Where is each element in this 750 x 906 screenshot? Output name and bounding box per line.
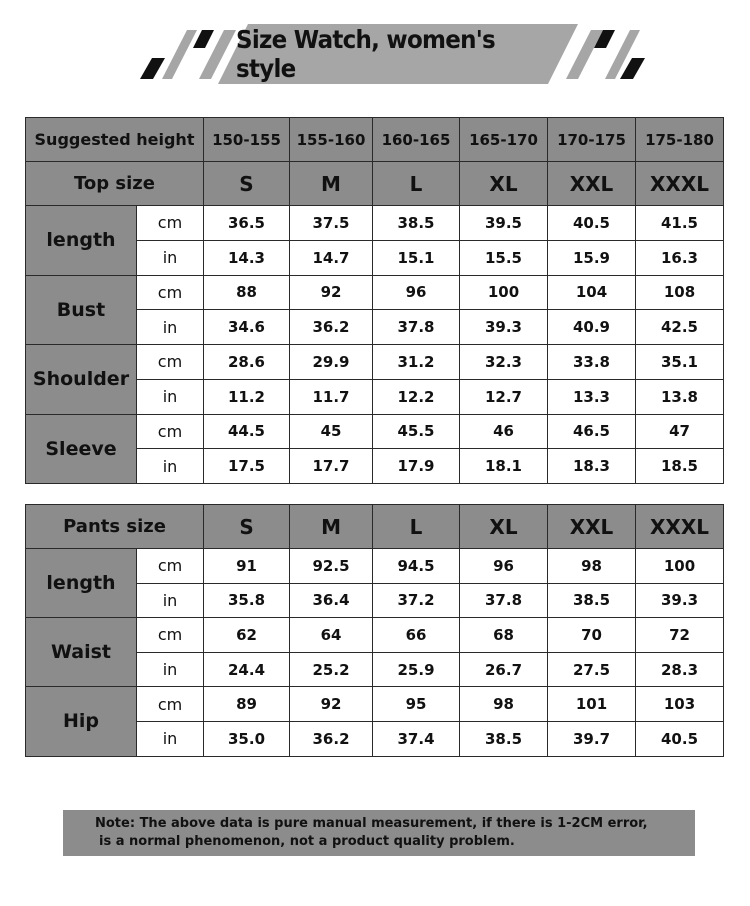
value-cell: 101 <box>548 687 636 722</box>
unit-cm: cm <box>137 618 204 653</box>
value-cell: 45.5 <box>373 414 460 449</box>
size-header: M <box>290 505 373 549</box>
value-cell: 25.2 <box>290 652 373 687</box>
height-range: 150-155 <box>204 118 290 162</box>
value-cell: 15.1 <box>373 240 460 275</box>
value-cell: 33.8 <box>548 345 636 380</box>
table-row <box>26 687 724 722</box>
value-cell: 36.4 <box>290 583 373 618</box>
value-cell: 18.5 <box>636 449 724 484</box>
value-cell: 11.2 <box>204 379 290 414</box>
value-cell: 13.8 <box>636 379 724 414</box>
unit-in: in <box>137 652 204 687</box>
size-header: XXL <box>548 505 636 549</box>
value-cell: 12.2 <box>373 379 460 414</box>
value-cell: 46 <box>460 414 548 449</box>
value-cell: 68 <box>460 618 548 653</box>
table-row <box>26 414 724 449</box>
value-cell: 45 <box>290 414 373 449</box>
table-row <box>26 345 724 380</box>
left-stripe-2 <box>162 30 197 79</box>
table-row <box>26 275 724 310</box>
value-cell: 98 <box>460 687 548 722</box>
value-cell: 35.8 <box>204 583 290 618</box>
pants-size-row <box>26 505 724 549</box>
unit-cm: cm <box>137 687 204 722</box>
value-cell: 27.5 <box>548 652 636 687</box>
value-cell: 98 <box>548 549 636 584</box>
value-cell: 94.5 <box>373 549 460 584</box>
value-cell: 40.5 <box>548 206 636 241</box>
note-line-1: Note: The above data is pure manual measurement, if there is 1-2CM error, <box>95 816 648 831</box>
value-cell: 38.5 <box>373 206 460 241</box>
value-cell: 62 <box>204 618 290 653</box>
header-banner <box>0 0 750 100</box>
value-cell: 42.5 <box>636 310 724 345</box>
top-size-label: Top size <box>26 162 204 206</box>
value-cell: 39.3 <box>636 583 724 618</box>
size-header: S <box>204 505 290 549</box>
value-cell: 89 <box>204 687 290 722</box>
value-cell: 37.4 <box>373 721 460 756</box>
value-cell: 12.7 <box>460 379 548 414</box>
unit-cm: cm <box>137 549 204 584</box>
value-cell: 39.3 <box>460 310 548 345</box>
value-cell: 36.5 <box>204 206 290 241</box>
value-cell: 41.5 <box>636 206 724 241</box>
height-range: 170-175 <box>548 118 636 162</box>
pants-size-table <box>25 504 724 757</box>
measure-label-length: length <box>26 206 137 276</box>
value-cell: 28.3 <box>636 652 724 687</box>
value-cell: 66 <box>373 618 460 653</box>
table-row <box>26 206 724 241</box>
value-cell: 44.5 <box>204 414 290 449</box>
value-cell: 38.5 <box>460 721 548 756</box>
height-range: 165-170 <box>460 118 548 162</box>
value-cell: 100 <box>460 275 548 310</box>
unit-cm: cm <box>137 206 204 241</box>
unit-cm: cm <box>137 414 204 449</box>
measure-label-sleeve: Sleeve <box>26 414 137 484</box>
value-cell: 96 <box>373 275 460 310</box>
size-header: S <box>204 162 290 206</box>
value-cell: 103 <box>636 687 724 722</box>
unit-cm: cm <box>137 275 204 310</box>
measure-label-pants-length: length <box>26 549 137 618</box>
value-cell: 31.2 <box>373 345 460 380</box>
value-cell: 14.7 <box>290 240 373 275</box>
right-stripe-1 <box>566 30 603 79</box>
value-cell: 14.3 <box>204 240 290 275</box>
size-header: XXXL <box>636 162 724 206</box>
value-cell: 18.1 <box>460 449 548 484</box>
value-cell: 17.5 <box>204 449 290 484</box>
value-cell: 18.3 <box>548 449 636 484</box>
value-cell: 37.8 <box>373 310 460 345</box>
left-stripe-1 <box>140 58 165 79</box>
value-cell: 92.5 <box>290 549 373 584</box>
top-size-row <box>26 162 724 206</box>
pants-size-label: Pants size <box>26 505 204 549</box>
value-cell: 92 <box>290 275 373 310</box>
value-cell: 95 <box>373 687 460 722</box>
suggested-height-label: Suggested height <box>26 118 204 162</box>
value-cell: 16.3 <box>636 240 724 275</box>
note-box <box>63 810 695 856</box>
value-cell: 100 <box>636 549 724 584</box>
height-range: 155-160 <box>290 118 373 162</box>
value-cell: 88 <box>204 275 290 310</box>
unit-in: in <box>137 310 204 345</box>
value-cell: 46.5 <box>548 414 636 449</box>
unit-in: in <box>137 379 204 414</box>
page-title: Size Watch, women's style <box>236 25 496 83</box>
value-cell: 92 <box>290 687 373 722</box>
value-cell: 40.9 <box>548 310 636 345</box>
measure-label-bust: Bust <box>26 275 137 345</box>
value-cell: 15.9 <box>548 240 636 275</box>
value-cell: 35.1 <box>636 345 724 380</box>
value-cell: 37.8 <box>460 583 548 618</box>
unit-in: in <box>137 240 204 275</box>
measure-label-hip: Hip <box>26 687 137 756</box>
height-range: 175-180 <box>636 118 724 162</box>
size-header: L <box>373 505 460 549</box>
value-cell: 39.7 <box>548 721 636 756</box>
value-cell: 72 <box>636 618 724 653</box>
value-cell: 70 <box>548 618 636 653</box>
unit-in: in <box>137 583 204 618</box>
value-cell: 13.3 <box>548 379 636 414</box>
value-cell: 37.5 <box>290 206 373 241</box>
value-cell: 26.7 <box>460 652 548 687</box>
value-cell: 25.9 <box>373 652 460 687</box>
unit-in: in <box>137 449 204 484</box>
unit-cm: cm <box>137 345 204 380</box>
value-cell: 104 <box>548 275 636 310</box>
value-cell: 15.5 <box>460 240 548 275</box>
top-size-table <box>25 117 724 484</box>
value-cell: 38.5 <box>548 583 636 618</box>
value-cell: 29.9 <box>290 345 373 380</box>
left-stripe-3 <box>193 30 214 48</box>
value-cell: 37.2 <box>373 583 460 618</box>
size-header: XL <box>460 162 548 206</box>
value-cell: 91 <box>204 549 290 584</box>
value-cell: 47 <box>636 414 724 449</box>
value-cell: 108 <box>636 275 724 310</box>
value-cell: 64 <box>290 618 373 653</box>
value-cell: 39.5 <box>460 206 548 241</box>
note-line-2: is a normal phenomenon, not a product quality problem. <box>99 834 515 849</box>
value-cell: 36.2 <box>290 310 373 345</box>
value-cell: 17.9 <box>373 449 460 484</box>
size-header: L <box>373 162 460 206</box>
size-header: XL <box>460 505 548 549</box>
measure-label-waist: Waist <box>26 618 137 687</box>
value-cell: 11.7 <box>290 379 373 414</box>
value-cell: 32.3 <box>460 345 548 380</box>
value-cell: 34.6 <box>204 310 290 345</box>
height-row <box>26 118 724 162</box>
value-cell: 24.4 <box>204 652 290 687</box>
value-cell: 17.7 <box>290 449 373 484</box>
value-cell: 96 <box>460 549 548 584</box>
value-cell: 28.6 <box>204 345 290 380</box>
measure-label-shoulder: Shoulder <box>26 345 137 415</box>
size-header: XXL <box>548 162 636 206</box>
value-cell: 40.5 <box>636 721 724 756</box>
size-header: XXXL <box>636 505 724 549</box>
table-row <box>26 618 724 653</box>
value-cell: 36.2 <box>290 721 373 756</box>
value-cell: 35.0 <box>204 721 290 756</box>
size-header: M <box>290 162 373 206</box>
unit-in: in <box>137 721 204 756</box>
table-row <box>26 549 724 584</box>
height-range: 160-165 <box>373 118 460 162</box>
